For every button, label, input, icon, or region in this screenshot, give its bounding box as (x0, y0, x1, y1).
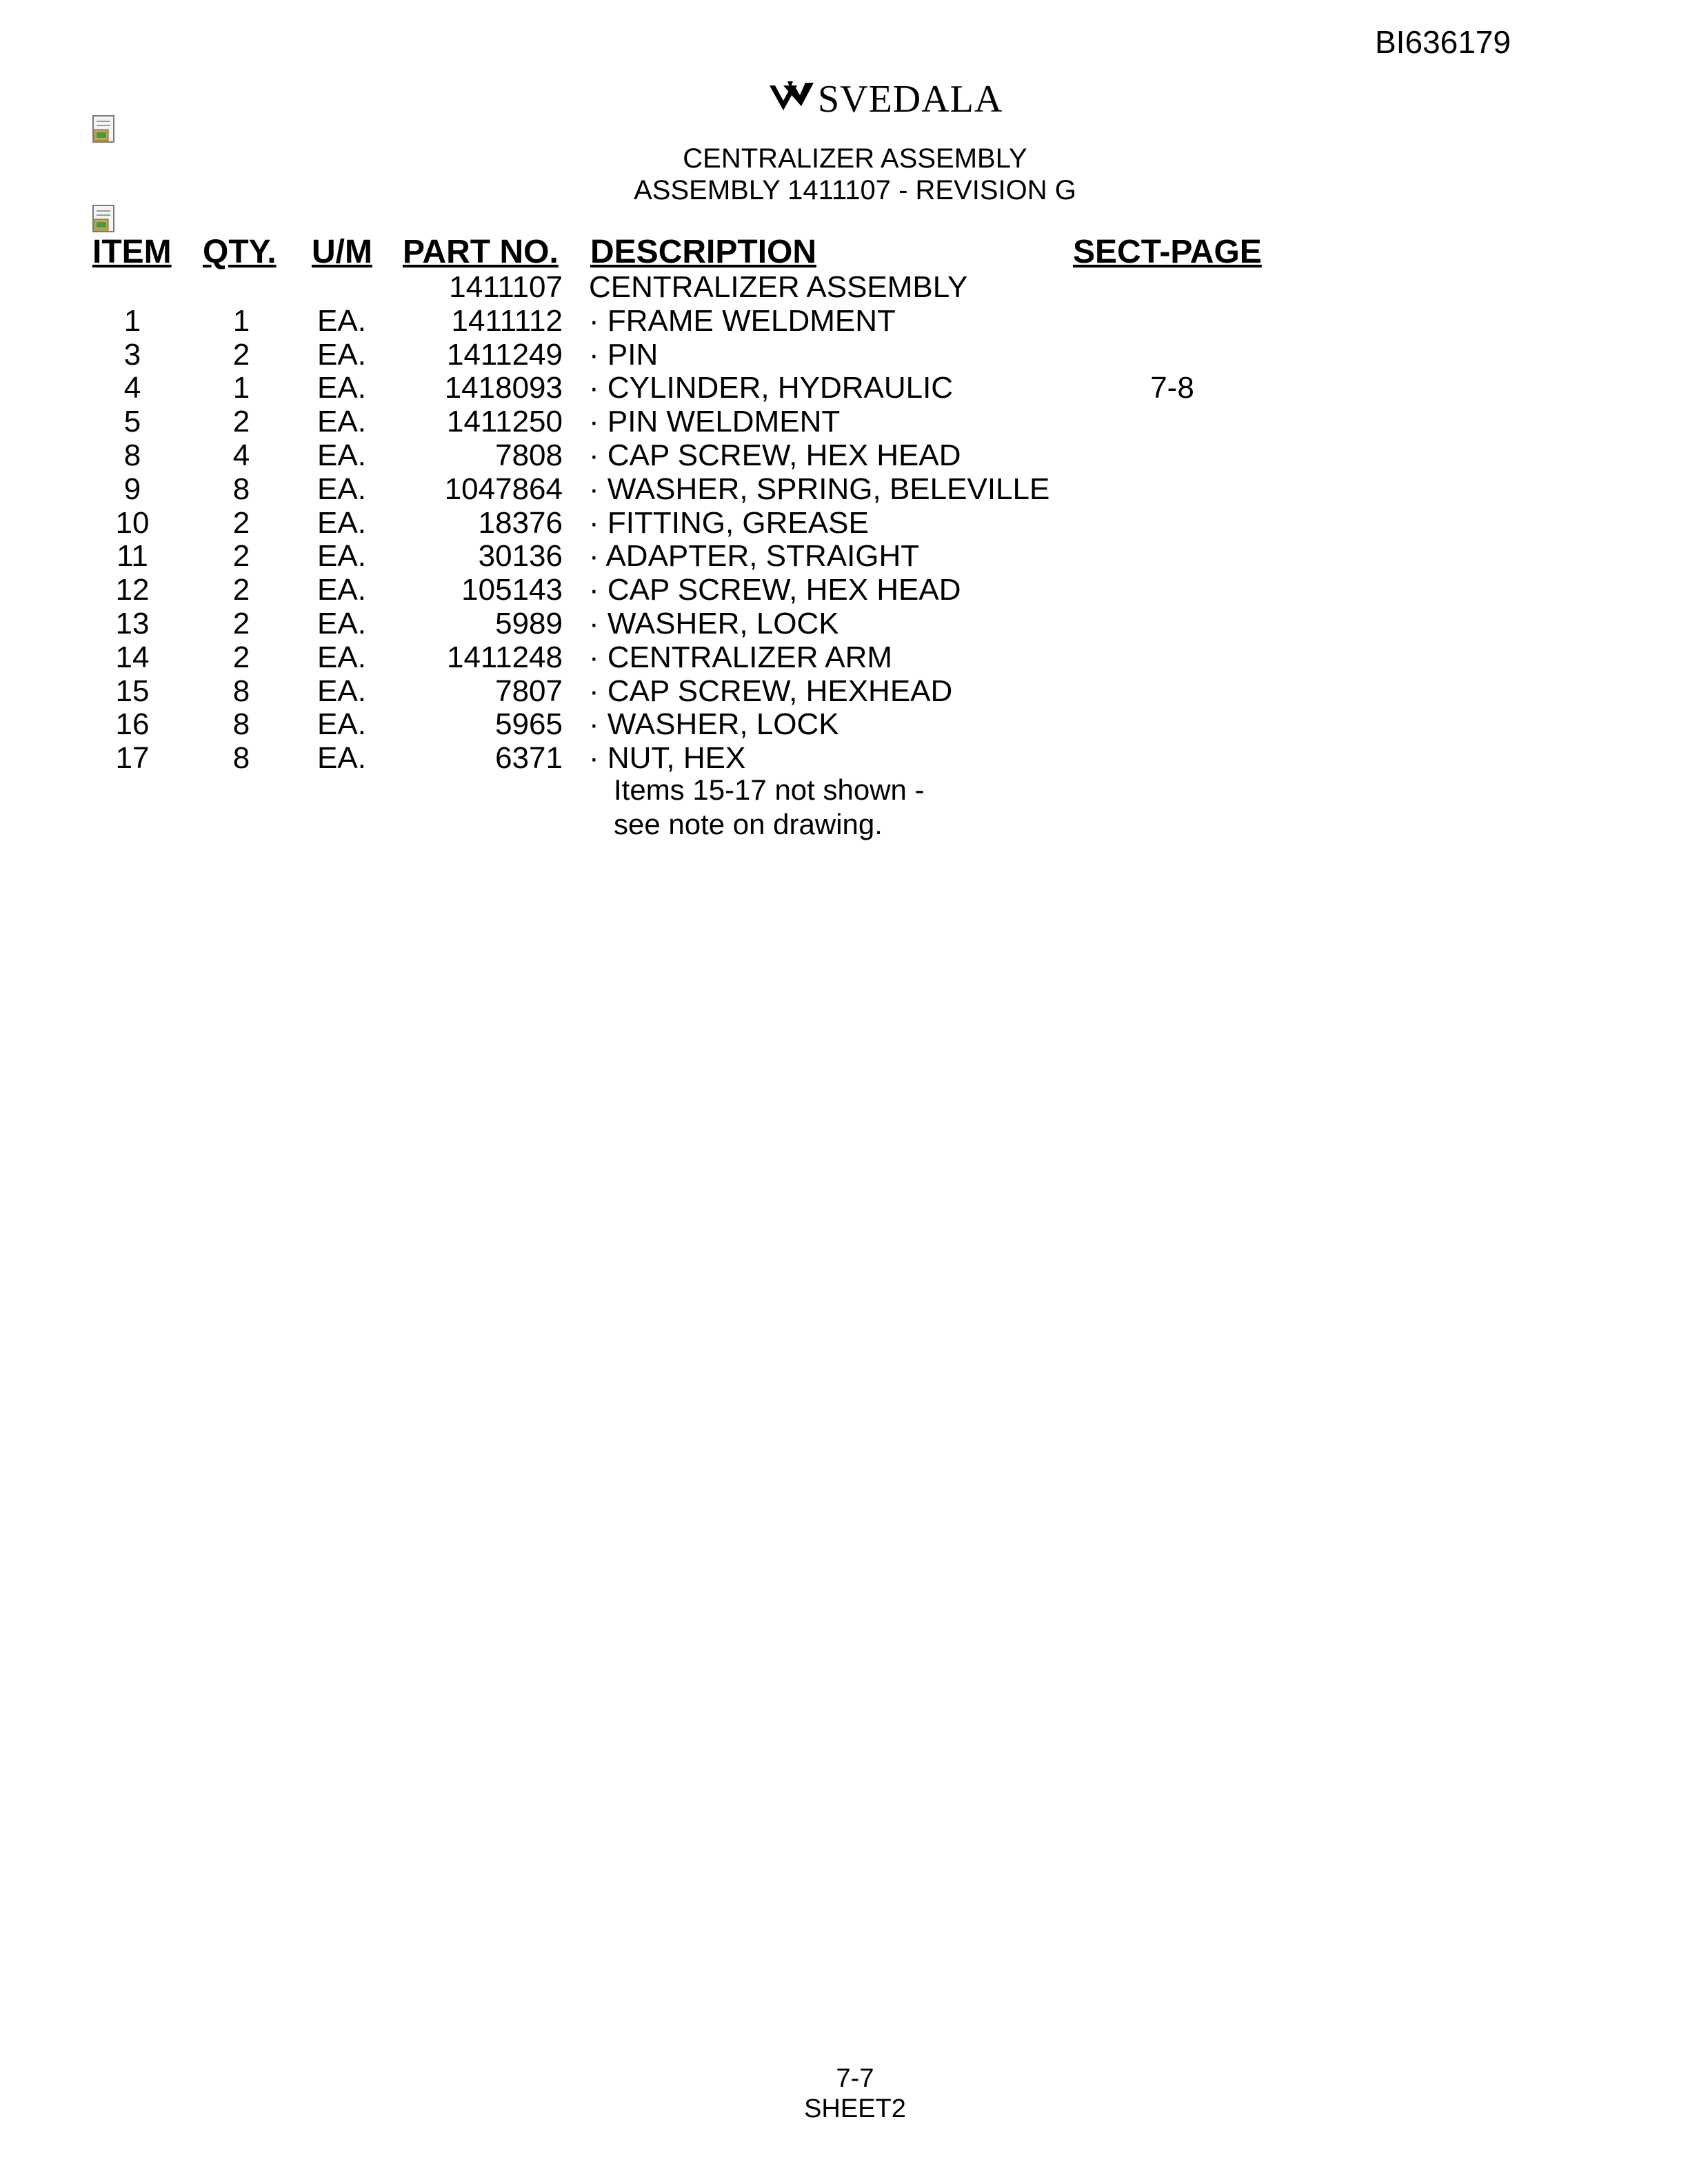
quantity-cell: 8 (232, 472, 250, 506)
item-number-cell: 15 (115, 674, 150, 708)
quantity-cell: 8 (232, 741, 250, 776)
column-header-item: ITEM (92, 234, 172, 270)
part-number-cell: 1418093 (444, 371, 563, 405)
column-header-description: DESCRIPTION (590, 234, 817, 270)
note-line: see note on drawing. (614, 808, 883, 840)
part-number-cell: 7807 (495, 674, 563, 708)
part-number-cell: 6371 (495, 741, 563, 776)
item-number-cell: 14 (115, 640, 150, 674)
part-number-cell: 1411248 (446, 640, 563, 674)
quantity-cell: 2 (232, 539, 250, 574)
quantity-cell: 4 (232, 438, 250, 472)
quantity-cell: 1 (232, 371, 250, 405)
document-title: CENTRALIZER ASSEMBLY (683, 143, 1027, 174)
document-id: BI636179 (1375, 24, 1511, 60)
item-number-cell: 12 (115, 573, 150, 607)
unit-of-measure-cell: EA. (317, 539, 366, 574)
item-number-cell: 11 (117, 539, 148, 574)
description-cell: · ADAPTER, STRAIGHT (589, 539, 920, 574)
item-number-cell: 13 (115, 607, 150, 640)
unit-of-measure-cell: EA. (317, 472, 366, 506)
document-file-icon[interactable] (91, 204, 117, 234)
unit-of-measure-cell: EA. (317, 741, 366, 776)
part-number-cell: 7808 (495, 438, 563, 472)
sect-page-cell: 7-8 (1150, 371, 1194, 405)
unit-of-measure-cell: EA. (317, 337, 366, 372)
column-header-sect-page: SECT-PAGE (1073, 234, 1262, 270)
unit-of-measure-cell: EA. (317, 405, 366, 439)
svedala-logo-icon (767, 79, 816, 117)
description-cell: · WASHER, LOCK (589, 707, 839, 742)
quantity-cell: 2 (232, 573, 250, 607)
item-number-cell: 5 (123, 405, 141, 439)
part-number-cell: 105143 (461, 573, 563, 607)
part-number-cell: 30136 (478, 539, 563, 574)
description-cell: CENTRALIZER ASSEMBLY (589, 270, 968, 304)
item-number-cell: 3 (123, 337, 141, 372)
description-cell: · CAP SCREW, HEX HEAD (589, 438, 961, 472)
description-cell: · NUT, HEX (589, 741, 746, 776)
item-number-cell: 10 (115, 505, 150, 540)
description-cell: · PIN (589, 337, 659, 372)
description-cell: · FITTING, GREASE (589, 505, 869, 540)
quantity-cell: 1 (232, 303, 250, 338)
item-number-cell: 17 (115, 741, 150, 776)
description-cell: · WASHER, SPRING, BELEVILLE (589, 472, 1050, 506)
column-header-um: U/M (312, 234, 372, 270)
item-number-cell: 1 (123, 303, 141, 338)
column-header-part-no: PART NO. (403, 234, 559, 270)
quantity-cell: 2 (232, 505, 250, 540)
quantity-cell: 2 (232, 607, 250, 640)
quantity-cell: 2 (232, 337, 250, 372)
sheet-label: SHEET2 (804, 2094, 906, 2123)
description-cell: · CYLINDER, HYDRAULIC (589, 371, 954, 405)
description-cell: · CENTRALIZER ARM (589, 640, 893, 674)
description-cell: · CAP SCREW, HEXHEAD (589, 674, 953, 708)
part-number-cell: 5989 (495, 607, 563, 640)
description-cell: · PIN WELDMENT (589, 405, 841, 439)
unit-of-measure-cell: EA. (317, 674, 366, 708)
part-number-cell: 18376 (478, 505, 563, 540)
item-number-cell: 9 (123, 472, 141, 506)
column-header-qty: QTY. (203, 234, 277, 270)
unit-of-measure-cell: EA. (317, 303, 366, 338)
quantity-cell: 2 (232, 640, 250, 674)
document-file-icon[interactable] (91, 114, 117, 145)
svedala-logo (767, 74, 1003, 123)
item-number-cell: 16 (115, 707, 150, 742)
unit-of-measure-cell: EA. (317, 707, 366, 742)
note-line: Items 15-17 not shown - (614, 774, 925, 806)
description-cell: · FRAME WELDMENT (589, 303, 896, 338)
part-number-cell: 1411249 (446, 337, 563, 372)
item-number-cell: 8 (123, 438, 141, 472)
quantity-cell: 2 (232, 405, 250, 439)
unit-of-measure-cell: EA. (317, 438, 366, 472)
unit-of-measure-cell: EA. (317, 371, 366, 405)
quantity-cell: 8 (232, 707, 250, 742)
unit-of-measure-cell: EA. (317, 505, 366, 540)
logo-text: SVEDALA (818, 78, 1003, 121)
part-number-cell: 1411107 (449, 270, 563, 304)
part-number-cell: 1411112 (451, 303, 563, 338)
part-number-cell: 1411250 (446, 405, 563, 439)
item-number-cell: 4 (123, 371, 141, 405)
quantity-cell: 8 (232, 674, 250, 708)
description-cell: · CAP SCREW, HEX HEAD (589, 573, 961, 607)
unit-of-measure-cell: EA. (317, 640, 366, 674)
unit-of-measure-cell: EA. (317, 573, 366, 607)
part-number-cell: 1047864 (444, 472, 563, 506)
description-cell: · WASHER, LOCK (589, 607, 839, 640)
unit-of-measure-cell: EA. (317, 607, 366, 640)
page-number: 7-7 (836, 2064, 874, 2093)
assembly-revision: ASSEMBLY 1411107 - REVISION G (634, 175, 1076, 205)
part-number-cell: 5965 (495, 707, 563, 742)
